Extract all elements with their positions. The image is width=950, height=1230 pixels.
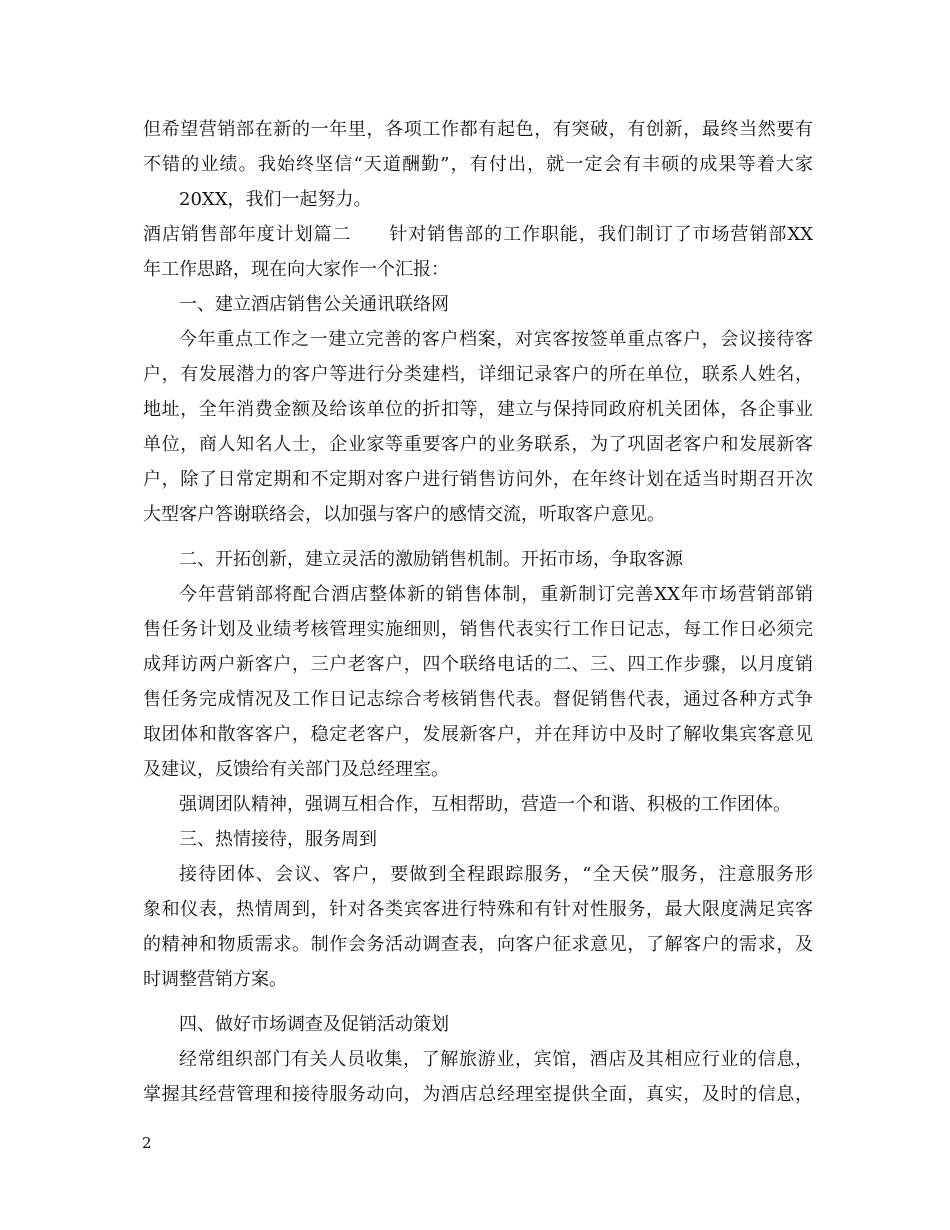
text-line: 今年重点工作之一建立完善的客户档案，对宾客按签单重点客户，会议接待客: [179, 329, 813, 350]
text-line: 单位，商人知名人士，企业家等重要客户的业务联系，为了巩固老客户和发展新客: [143, 434, 813, 455]
text-line: 三、热情接待，服务周到: [179, 829, 377, 850]
text-line: 年工作思路，现在向大家作一个汇报：: [143, 259, 449, 280]
page-number: 2: [142, 1134, 152, 1152]
text-line: 接待团体、会议、客户，要做到全程跟踪服务，“全天侯”服务，注意服务形: [179, 864, 813, 885]
text-line: 二、开拓创新，建立灵活的激励销售机制。开拓市场，争取客源: [179, 549, 683, 570]
text-line: 一、建立酒店销售公关通讯联络网: [179, 294, 449, 315]
text-line: 户，除了日常定期和不定期对客户进行销售访问外，在年终计划在适当时期召开次: [143, 469, 813, 490]
text-line: 象和仪表，热情周到，针对各类宾客进行特殊和有针对性服务，最大限度满足宾客: [143, 899, 813, 920]
text-line: 不错的业绩。我始终坚信“天道酬勤”，有付出，就一定会有丰硕的成果等着大家: [143, 154, 813, 175]
text-line: 掌握其经营管理和接待服务动向，为酒店总经理室提供全面，真实，及时的信息，: [143, 1084, 813, 1105]
text-line: 的精神和物质需求。制作会务活动调查表，向客户征求意见，了解客户的需求，及: [143, 934, 813, 955]
text-line: 大型客户答谢联络会，以加强与客户的感情交流，听取客户意见。: [143, 504, 665, 525]
text-line: 酒店销售部年度计划篇二 针对销售部的工作职能，我们制订了市场营销部XX: [143, 224, 813, 245]
text-line: 及建议，反馈给有关部门及总经理室。: [143, 759, 449, 780]
text-line: 但希望营销部在新的一年里，各项工作都有起色，有突破，有创新，最终当然要有: [143, 119, 813, 140]
text-line: 地址，全年消费金额及给该单位的折扣等，建立与保持同政府机关团体，各企事业: [143, 399, 813, 420]
text-line: 强调团队精神，强调互相合作，互相帮助，营造一个和谐、积极的工作团体。: [179, 794, 791, 815]
text-line: 时调整营销方案。: [143, 969, 287, 990]
text-line: 售任务完成情况及工作日记志综合考核销售代表。督促销售代表，通过各种方式争: [143, 689, 813, 710]
text-line: 20XX，我们一起努力。: [179, 189, 372, 210]
text-line: 成拜访两户新客户，三户老客户，四个联络电话的二、三、四工作步骤，以月度销: [143, 654, 813, 675]
text-line: 售任务计划及业绩考核管理实施细则，销售代表实行工作日记志，每工作日必须完: [143, 619, 813, 640]
text-line: 户，有发展潜力的客户等进行分类建档，详细记录客户的所在单位，联系人姓名，: [143, 364, 813, 385]
text-line: 经常组织部门有关人员收集，了解旅游业，宾馆，酒店及其相应行业的信息，: [179, 1049, 813, 1070]
text-line: 今年营销部将配合酒店整体新的销售体制，重新制订完善XX年市场营销部销: [179, 584, 813, 605]
text-line: 取团体和散客客户，稳定老客户，发展新客户，并在拜访中及时了解收集宾客意见: [143, 724, 813, 745]
text-line: 四、做好市场调查及促销活动策划: [179, 1014, 449, 1035]
